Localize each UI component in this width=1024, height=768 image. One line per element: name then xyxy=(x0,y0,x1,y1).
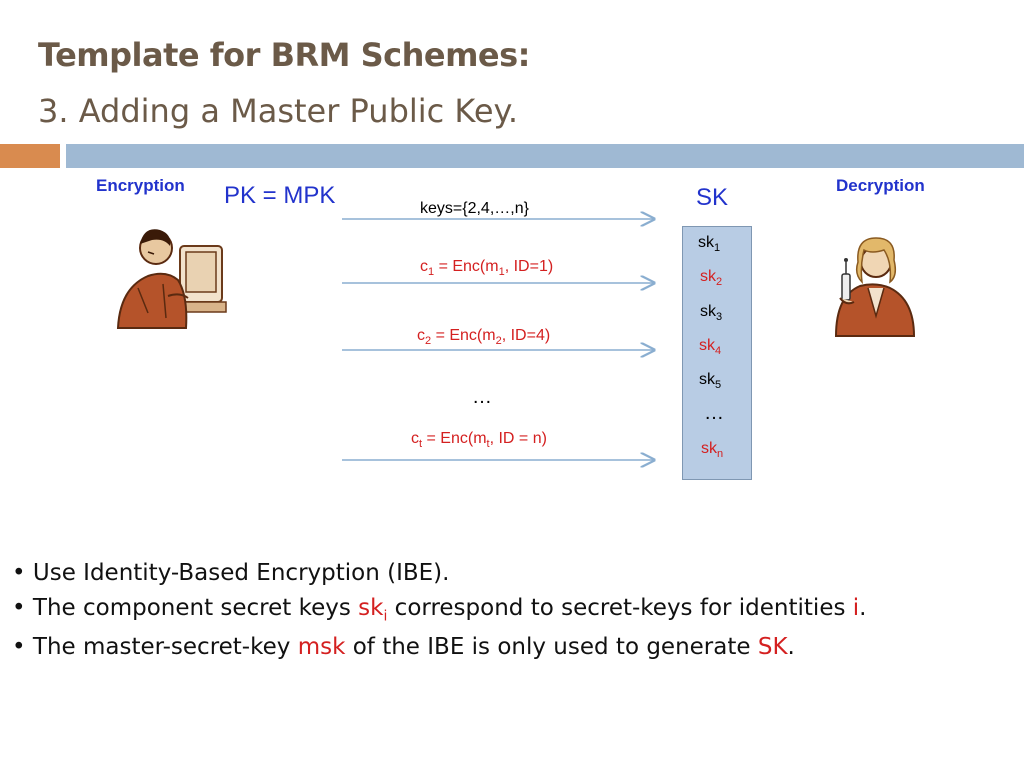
cipher-tail: , ID=4) xyxy=(501,327,551,344)
bullet-text: correspond to secret-keys for identities xyxy=(387,595,853,621)
slide-subtitle: 3. Adding a Master Public Key. xyxy=(38,92,519,130)
cipher-m-sub: 2 xyxy=(495,335,502,348)
sk-base: sk xyxy=(699,303,716,320)
bullet-text: . xyxy=(859,595,867,621)
bullet-highlight-sub: i xyxy=(383,608,388,625)
bullet-list xyxy=(12,560,866,669)
slide-title: Template for BRM Schemes: xyxy=(38,36,530,74)
bullet-item xyxy=(12,634,866,660)
sk-sub: 4 xyxy=(714,345,722,358)
cipher-c: c xyxy=(420,258,428,275)
cipher-m-sub: t xyxy=(486,438,490,451)
sk-sub: 2 xyxy=(715,276,723,289)
secret-key-item xyxy=(675,234,743,254)
bullet-text: . xyxy=(787,633,795,660)
keys-message: keys={2,4,…,n} xyxy=(420,200,529,217)
cipher-c-sub: t xyxy=(419,438,423,451)
sk-label: SK xyxy=(696,184,729,211)
sk-sub: 5 xyxy=(714,379,722,392)
bullet-highlight: msk xyxy=(297,633,346,660)
sk-base: sk xyxy=(698,337,715,354)
ellipsis: … xyxy=(472,386,492,408)
secret-key-item xyxy=(676,337,744,357)
sk-base: … xyxy=(704,402,724,424)
sk-sub: 3 xyxy=(715,311,723,324)
bullet-mark: • xyxy=(12,560,26,586)
cipher-c-sub: 2 xyxy=(425,335,432,348)
encryption-label: Encryption xyxy=(96,176,185,195)
secret-key-item xyxy=(677,303,745,323)
sk-sub: n xyxy=(716,448,724,461)
bullet-mark: • xyxy=(12,595,26,621)
sk-base: sk xyxy=(700,440,717,457)
bullet-text: Use Identity-Based Encryption (IBE). xyxy=(25,560,450,586)
cipher-message xyxy=(411,430,547,450)
bullet-text: The master-secret-key xyxy=(25,633,298,660)
secret-key-item xyxy=(678,440,746,460)
cipher-mid: = Enc(m xyxy=(434,258,499,275)
cipher-m-sub: 1 xyxy=(498,266,505,279)
secret-key-item xyxy=(680,402,748,427)
cipher-tail: , ID=1) xyxy=(504,258,554,275)
cipher-mid: = Enc(m xyxy=(431,327,496,344)
cipher-tail: , ID = n) xyxy=(489,430,547,447)
cipher-message xyxy=(420,258,553,278)
pk-label: PK = MPK xyxy=(224,182,336,209)
sk-base: sk xyxy=(697,234,714,251)
cipher-message xyxy=(417,327,550,347)
bullet-item xyxy=(12,595,866,625)
cipher-c: c xyxy=(417,327,425,344)
sk-base: sk xyxy=(698,371,715,388)
bullet-text: The component secret keys xyxy=(25,595,359,621)
sk-base: sk xyxy=(699,268,716,285)
bullet-mark: • xyxy=(12,633,26,660)
bullet-highlight: sk xyxy=(358,595,384,621)
cipher-c: c xyxy=(411,430,419,447)
sk-sub: 1 xyxy=(713,242,721,255)
cipher-c-sub: 1 xyxy=(428,266,435,279)
bullet-item xyxy=(12,560,866,586)
bullet-highlight: SK xyxy=(757,633,788,660)
bullet-highlight: i xyxy=(852,595,860,621)
secret-key-item xyxy=(676,371,744,391)
decryption-label: Decryption xyxy=(836,176,925,195)
secret-key-item xyxy=(677,268,745,288)
bullet-text: of the IBE is only used to generate xyxy=(345,633,758,660)
cipher-mid: = Enc(m xyxy=(422,430,487,447)
